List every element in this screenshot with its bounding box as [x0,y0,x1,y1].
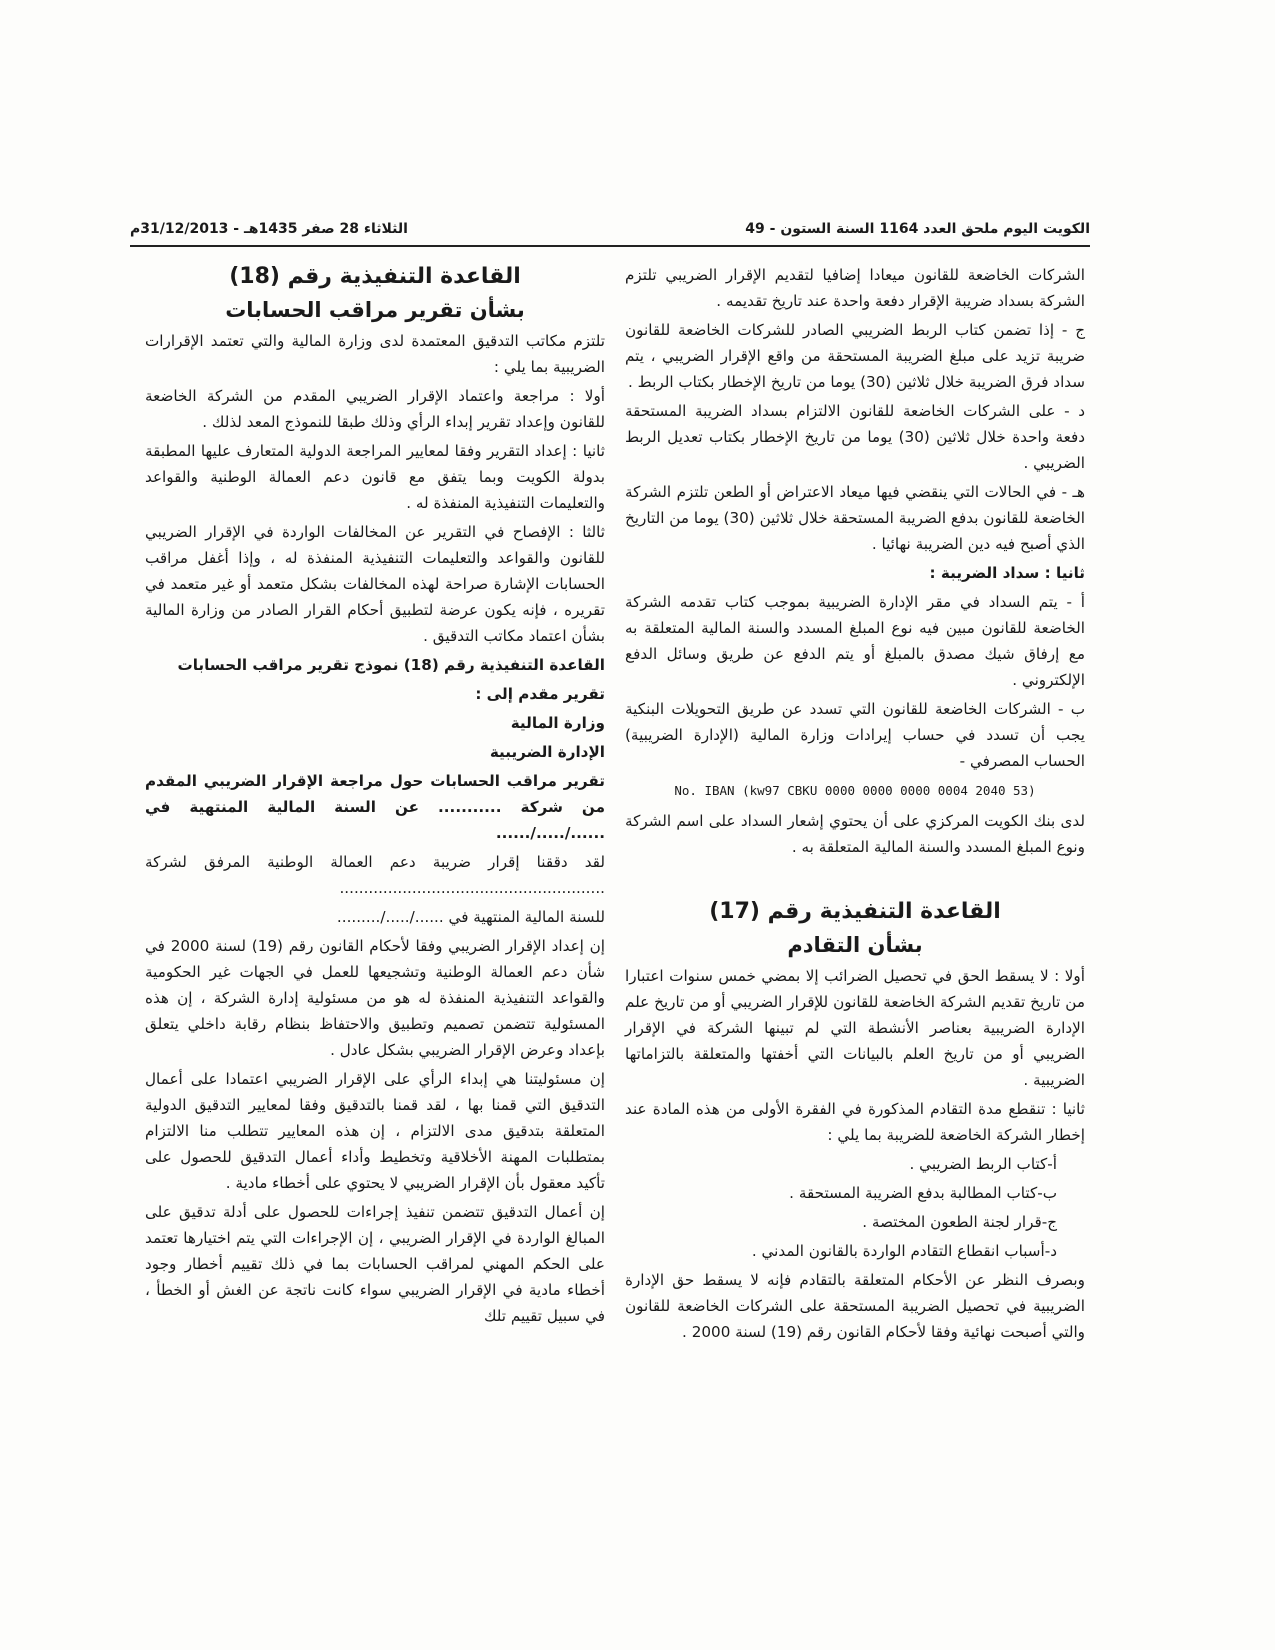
list-item: ج-قرار لجنة الطعون المختصة . [862,1213,1057,1231]
paragraph: ثانيا : تنقطع مدة التقادم المذكورة في الفقرة الأولى من هذه المادة عند إخطار الشركة الخاضعة للضريبة بما يلي : [625,1100,1085,1144]
header-date: الثلاثاء 28 صفر 1435هـ - 31/12/2013م [130,221,408,237]
left-column [145,262,605,1332]
paragraph: ج - إذا تضمن كتاب الربط الضريبي الصادر للشركات الخاضعة للقانون ضريبة تزيد على مبلغ الضريبة المستحقة من واقع الإقرار الضريبي ، يتم سداد فرق الضريبة خلال ثلاثين (30) يوما من تاريخ الإخطار بكتاب الربط . [625,321,1085,391]
paragraph: ثانيا : إعداد التقرير وفقا لمعايير المراجعة الدولية المتعارف عليها المطبقة بدولة الكويت وبما يتفق مع قانون دعم العمالة الوطنية والقواعد والتعليمات التنفيذية المنفذة له . [145,442,605,512]
form-line: وزارة المالية [510,714,605,732]
form-line: تقرير مقدم إلى : [475,685,605,703]
rule-17-subtitle: بشأن التقادم [787,933,923,957]
paragraph: الشركات الخاضعة للقانون ميعادا إضافيا لتقديم الإقرار الضريبي تلتزم الشركة بسداد ضريبة الإقرار دفعة واحدة عند تاريخ تقديمه . [625,266,1085,310]
paragraph: لدى بنك الكويت المركزي على أن يحتوي إشعار السداد على اسم الشركة ونوع المبلغ المسدد والسنة المالية المتعلقة به . [625,812,1085,856]
paragraph: ثالثا : الإفصاح في التقرير عن المخالفات الواردة في الإقرار الضريبي للقانون والقواعد والتعليمات التنفيذية المنفذة له ، وإذا أغفل مراقب الحسابات الإشارة صراحة لهذه المخالفات بشكل متعمد أو غير متعمد في تقريره ، فإنه يكون عرضة لتطبيق أحكام القرار الصادر من وزارة المالية بشأن اعتماد مكاتب التدقيق . [145,523,605,645]
paragraph: إن مسئوليتنا هي إبداء الرأي على الإقرار الضريبي اعتمادا على أعمال التدقيق التي قمنا بها ، لقد قمنا بالتدقيق وفقا لمعايير التدقيق الدولية المتعلقة بتدقيق مدى الالتزام ، إن هذه المعايير تتطلب منا الالتزام بمتطلبات المهنة الأخلاقية وتخطيط وأداء أعمال التدقيق للحصول على تأكيد معقول بأن الإقرار الضريبي لا يحتوي على أخطاء مادية . [145,1070,605,1192]
list-item: أ-كتاب الربط الضريبي . [909,1155,1057,1173]
paragraph: أ - يتم السداد في مقر الإدارة الضريبية بموجب كتاب تقدمه الشركة الخاضعة للقانون مبين فيه نوع المبلغ المسدد والسنة المالية المتعلقة به مع إرفاق شيك مصدق بالمبلغ أو يتم الدفع عن طريق وسائل الدفع الإلكتروني . [625,593,1085,689]
rule-17-title: القاعدة التنفيذية رقم (17) [709,899,1001,924]
paragraph: وبصرف النظر عن الأحكام المتعلقة بالتقادم فإنه لا يسقط حق الإدارة الضريبية في تحصيل الضريبة المستحقة على الشركات الخاضعة للقانون والتي أصبحت نهائية وفقا لأحكام القانون رقم (19) لسنة 2000 . [625,1271,1085,1341]
rule-18-subtitle: بشأن تقرير مراقب الحسابات [225,298,525,322]
paragraph: أولا : لا يسقط الحق في تحصيل الضرائب إلا بمضي خمس سنوات اعتبارا من تاريخ تقديم الشركة الخاضعة للقانون للإقرار الضريبي أو من تاريخ علم الإدارة الضريبية بعناصر الأنشطة التي لم تبينها الشركة في الإقرار الضريبي أو من تاريخ العلم بالبيانات التي أخفتها والمتعلقة بالتزاماتها الضريبية . [625,967,1085,1089]
paragraph: أولا : مراجعة واعتماد الإقرار الضريبي المقدم من الشركة الخاضعة للقانون وإعداد تقرير إبداء الرأي وذلك طبقا للنموذج المعد لذلك . [145,387,605,431]
paragraph: هـ - في الحالات التي ينقضي فيها ميعاد الاعتراض أو الطعن تلتزم الشركة الخاضعة للقانون بدفع الضريبة المستحقة خلال ثلاثين (30) يوما من التاريخ الذي أصبح فيه دين الضريبة نهائيا . [625,483,1085,553]
list-item: ب-كتاب المطالبة بدفع الضريبة المستحقة . [789,1184,1057,1202]
section-heading: ثانيا : سداد الضريبة : [929,564,1085,582]
paragraph: إن أعمال التدقيق تتضمن تنفيذ إجراءات للحصول على أدلة تدقيق على المبالغ الواردة في الإقرار الضريبي ، إن الإجراءات التي يتم اختيارها تعتمد على الحكم المهني لمراقب الحسابات بما في ذلك تقييم أخطار وجود أخطاء مادية في الإقرار الضريبي سواء كانت ناتجة عن الغش أو الخطأ ، في سبيل تقييم تلك [145,1203,605,1325]
right-column [625,262,1085,1348]
iban-number: No. IBAN (kw97 CBKU 0000 0000 0000 0004 2040 53) [674,783,1036,798]
header-publication: الكويت اليوم ملحق العدد 1164 السنة الستون - 49 [745,221,1090,237]
list-item: د-أسباب انقطاع التقادم الواردة بالقانون المدني . [751,1242,1057,1260]
spacer [625,863,1085,897]
paragraph: إن إعداد الإقرار الضريبي وفقا لأحكام القانون رقم (19) لسنة 2000 في شأن دعم العمالة الوطنية وتشجيعها للعمل في الجهات غير الحكومية والقواعد التنفيذية المنفذة له هو من مسئولية إدارة الشركة ، إن هذه المسئولية تتضمن تصميم وتطبيق والاحتفاظ بنظام رقابة داخلي يتعلق بإعداد وعرض الإقرار الضريبي بشكل عادل . [145,937,606,1059]
form-line: الإدارة الضريبية [489,743,605,761]
form-heading: القاعدة التنفيذية رقم (18) نموذج تقرير مراقب الحسابات [177,656,605,674]
form-line: تقرير مراقب الحسابات حول مراجعة الإقرار الضريبي المقدم من شركة ........... عن السنة المالية المنتهية في ....../...../...... [145,772,605,842]
header-divider [130,245,1090,247]
paragraph: تلتزم مكاتب التدقيق المعتمدة لدى وزارة المالية والتي تعتمد الإقرارات الضريبية بما يلي : [145,332,605,376]
paragraph: ب - الشركات الخاضعة للقانون التي تسدد عن طريق التحويلات البنكية يجب أن تسدد في حساب إيرادات وزارة المالية (الإدارة الضريبية) الحساب المصرفي - [625,700,1085,770]
form-line: للسنة المالية المنتهية في ....../...../......... [336,908,605,926]
rule-18-title: القاعدة التنفيذية رقم (18) [229,264,521,289]
form-line: لقد دققنا إقرار ضريبة دعم العمالة الوطنية المرفق لشركة ....................................................... [145,853,605,897]
paragraph: د - على الشركات الخاضعة للقانون الالتزام بسداد الضريبة المستحقة دفعة واحدة خلال ثلاثين (30) يوما من تاريخ الإخطار بكتاب تعديل الربط الضريبي . [625,402,1085,472]
page-header [130,216,1090,242]
